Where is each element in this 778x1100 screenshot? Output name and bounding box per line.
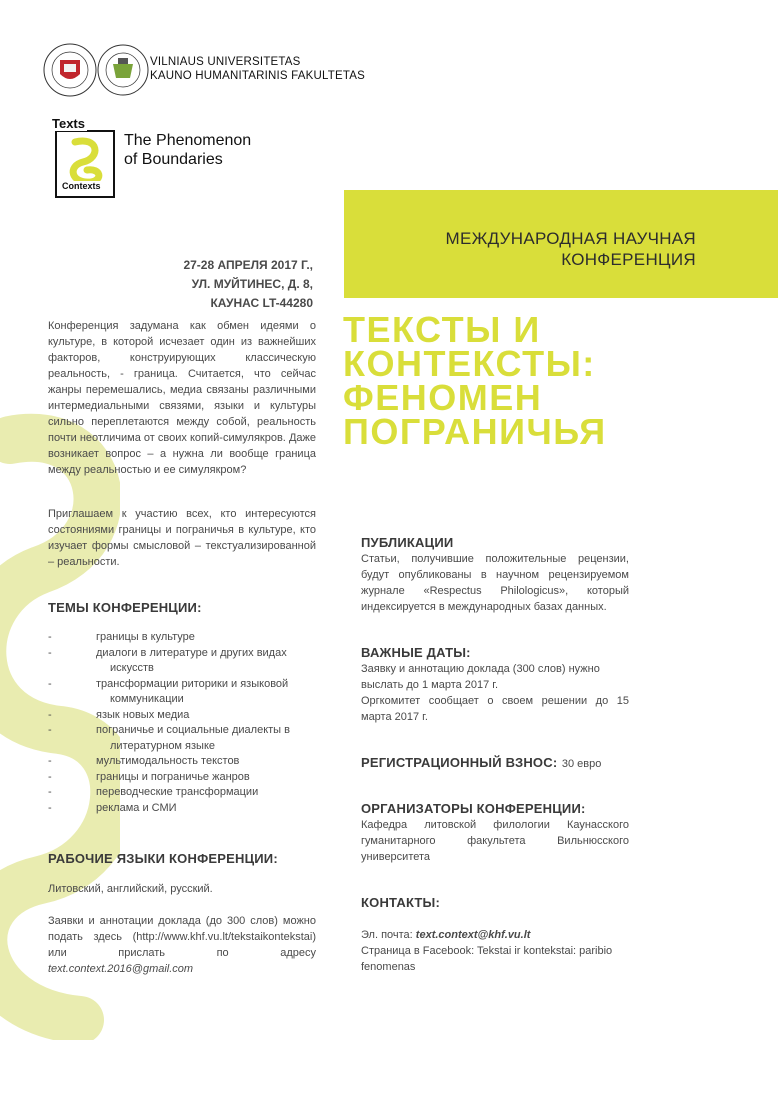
intro-paragraph-2: Приглашаем к участию всех, кто интересуются состояниями границы и пограничья в культуре, кто изучает формы смысловой – текстуализированной – реальности. [48,508,316,568]
vilnius-university-seal [42,42,98,98]
event-city: КАУНАС LT-44280 [210,296,313,310]
phenomenon-line1: The Phenomenon [124,132,252,149]
list-item: - пограничье и социальные диалекты в литературном языке [48,724,290,752]
topics-heading: ТЕМЫ КОНФЕРЕНЦИИ: [48,600,202,615]
submission-info [48,913,316,977]
list-item: - реклама и СМИ [48,801,177,814]
publications-heading: ПУБЛИКАЦИИ [361,535,454,550]
dates-text-1: Заявку и аннотацию доклада (300 слов) нужно выслать до 1 марта 2017 г. [361,663,600,691]
email-label: Эл. почта: [361,929,413,941]
list-item: - трансформации риторики и языковой коммуникации [48,677,289,705]
logo-contexts-label: Contexts [62,181,101,191]
logo-texts-label: Texts [52,116,85,131]
kaunas-faculty-seal [96,42,150,98]
contacts-email-line [361,927,629,943]
conference-type [344,228,696,270]
dates-heading: ВАЖНЫЕ ДАТЫ: [361,645,471,660]
event-date: 27-28 АПРЕЛЯ 2017 Г., [183,258,313,272]
topics-list [48,630,316,816]
fee-value: 30 евро [561,758,602,770]
contacts-heading: КОНТАКТЫ: [361,895,441,910]
contact-email-link[interactable]: text.context@khf.vu.lt [415,929,531,941]
organizers-text: Кафедра литовской филологии Каунасского гуманитарного факультета Вильнюсского университета [361,819,629,863]
university-line1: VILNIAUS UNIVERSITETAS [150,56,301,68]
event-street: УЛ. МУЙТИНЕС, Д. 8, [191,277,313,291]
languages-list: Литовский, английский, русский. [48,883,213,895]
title-line: ФЕНОМЕН [343,377,543,418]
publications-text: Статьи, получившие положительные рецензии, будут опубликованы в научном рецензируемом журнале «Respectus Philologicus», который индексируется в международных базах данных. [361,553,629,613]
list-item: - границы и пограничье жанров [48,770,250,783]
conference-type-line2: КОНФЕРЕНЦИЯ [561,250,696,269]
fee-line [361,754,601,772]
list-item: - границы в культуре [48,631,195,643]
list-item: - диалоги в литературе и других видах искусств [48,646,287,674]
list-item: - мультимодальность текстов [48,755,240,767]
title-line: КОНТЕКСТЫ: [343,343,596,384]
fee-heading: РЕГИСТРАЦИОННЫЙ ВЗНОС: [361,755,558,770]
languages-heading: РАБОЧИЕ ЯЗЫКИ КОНФЕРЕНЦИИ: [48,851,278,866]
phenomenon-line2: of Boundaries [124,151,223,168]
faculty-line2: KAUNO HUMANITARINIS FAKULTETAS [150,70,365,82]
university-name [150,55,365,83]
intro-paragraph-1: Конференция задумана как обмен идеями о культуре, в которой исчезает один из важнейших факторов, конструирующих классическую реальность, - граница. Считается, что сейчас жанры перемешались, медиа связаны различными интермедиальными связями, языки и культуры сильно переплетаются между собой, реальность почти неотличима от своих копий-симулякров. Даже возникает вопрос – а нужна ли вообще граница между реальностью и ее симулякром? [48,320,316,476]
facebook-page[interactable]: Страница в Facebook: Tekstai ir kontekstai: paribio fenomenas [361,945,613,973]
title-line: ПОГРАНИЧЬЯ [343,411,607,452]
organizers-heading: ОРГАНИЗАТОРЫ КОНФЕРЕНЦИИ: [361,801,586,816]
submission-email[interactable]: text.context.2016@gmail.com [48,963,194,975]
submission-text: Заявки и аннотации доклада (до 300 слов) можно подать здесь (http://www.khf.vu.lt/tekstaikontekstai) или прислать по адресу [48,915,316,959]
conference-type-line1: МЕЖДУНАРОДНАЯ НАУЧНАЯ [445,229,696,248]
conference-title [343,309,607,452]
event-details [150,256,313,313]
list-item: - язык новых медиа [48,708,190,721]
list-item: - переводческие трансформации [48,786,259,798]
dates-text-2: Оргкомитет сообщает о своем решении до 15 марта 2017 г. [361,695,629,723]
title-line: ТЕКСТЫ И [343,309,541,350]
phenomenon-subtitle [124,131,251,169]
